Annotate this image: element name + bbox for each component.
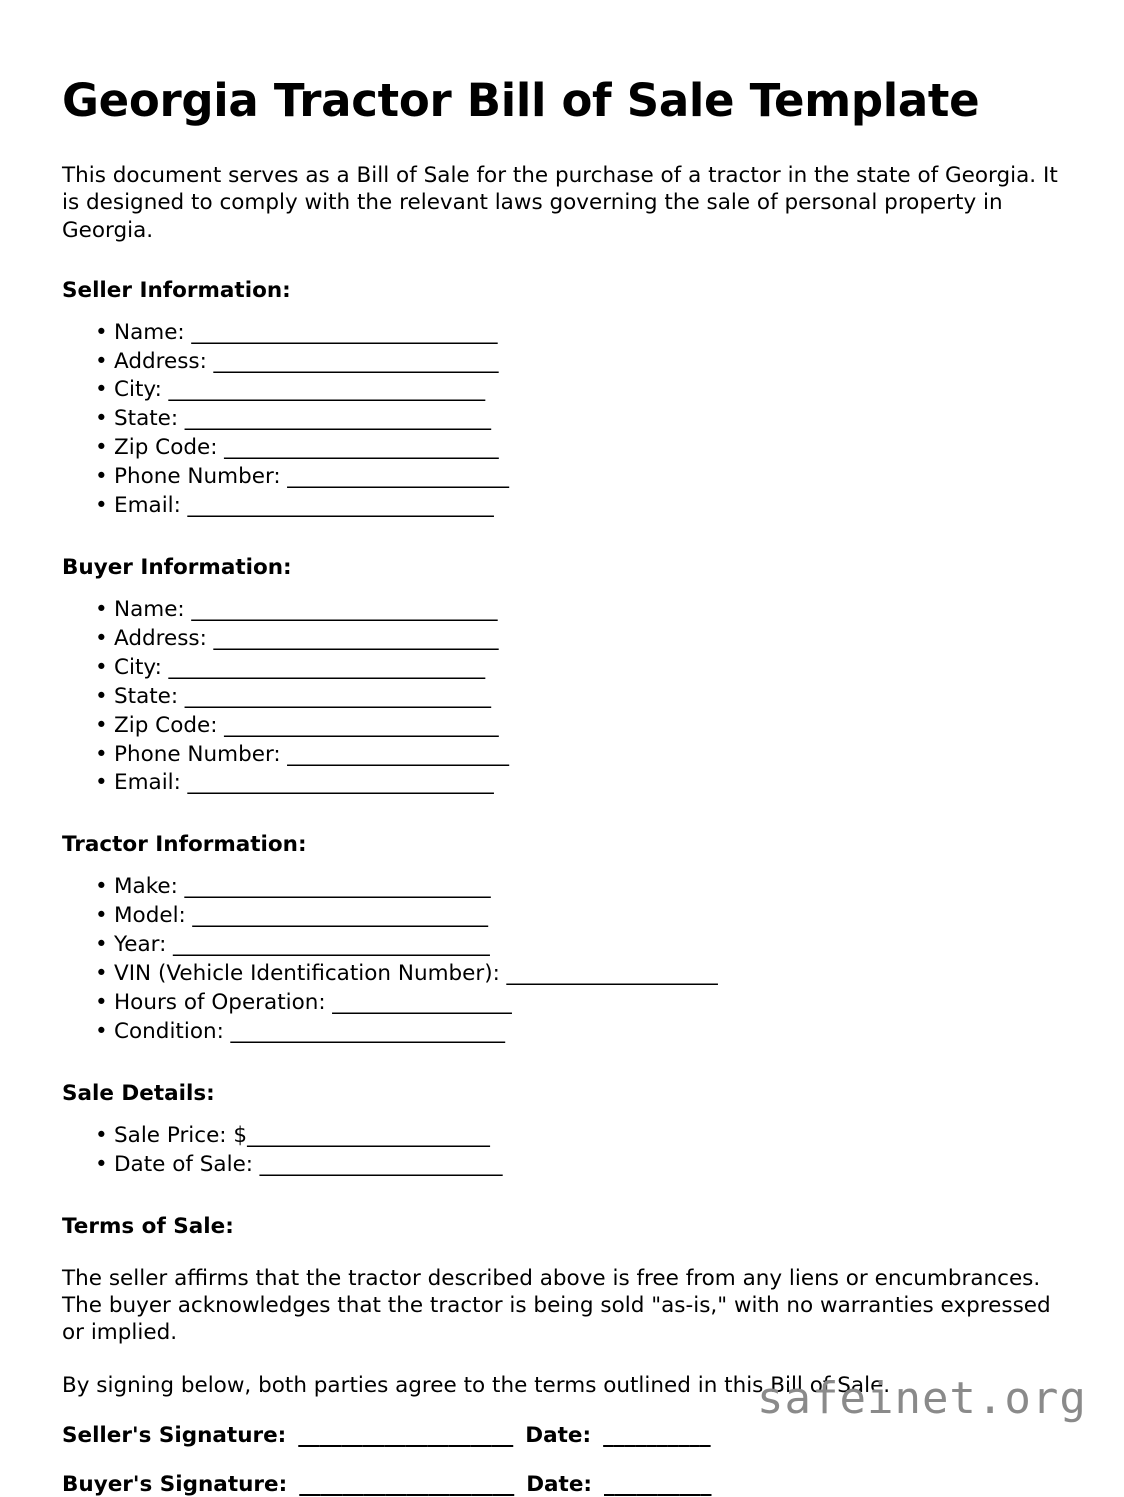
- field-seller-name[interactable]: [62, 319, 1064, 348]
- field-blank[interactable]: _____________________________: [184, 319, 498, 345]
- field-label: City:: [114, 377, 162, 403]
- section-heading-terms-of-sale: Terms of Sale:: [62, 1213, 234, 1239]
- field-tractor-make[interactable]: [62, 873, 1064, 902]
- section-heading-sale-details: Sale Details:: [62, 1080, 215, 1106]
- field-blank[interactable]: ______________________________: [166, 932, 490, 958]
- buyer-date-label: Date:: [526, 1471, 592, 1497]
- seller-fields-list: [62, 319, 1064, 521]
- field-blank[interactable]: _____________________________: [178, 683, 491, 709]
- field-label: Year:: [114, 932, 167, 958]
- field-blank[interactable]: _______________________: [247, 1122, 490, 1148]
- field-blank[interactable]: ___________________________: [206, 625, 499, 651]
- section-heading-seller: Seller Information:: [62, 277, 291, 303]
- field-label: State:: [114, 683, 179, 709]
- field-buyer-email[interactable]: [62, 769, 1064, 798]
- field-label: Name:: [114, 319, 185, 345]
- seller-date-blank[interactable]: __________: [603, 1422, 711, 1448]
- field-label: Zip Code:: [114, 712, 218, 738]
- field-seller-zip-code[interactable]: [62, 434, 1064, 463]
- field-label: Make:: [114, 874, 178, 900]
- field-blank[interactable]: _____________________________: [180, 770, 494, 796]
- field-label: State:: [114, 406, 179, 432]
- sale-details-fields-list: [62, 1122, 1064, 1180]
- field-date-of-sale[interactable]: [62, 1151, 1064, 1180]
- field-tractor-vin[interactable]: [62, 960, 1064, 989]
- field-blank[interactable]: ______________________________: [161, 654, 485, 680]
- field-blank[interactable]: _____________________: [280, 741, 509, 767]
- field-label: Date of Sale:: [114, 1151, 254, 1177]
- tractor-fields-list: [62, 873, 1064, 1046]
- field-blank[interactable]: _____________________: [280, 464, 509, 490]
- section-heading-buyer: Buyer Information:: [62, 554, 292, 580]
- terms-paragraph-2: By signing below, both parties agree to the terms outlined in this Bill of Sale.: [62, 1372, 891, 1398]
- field-buyer-address[interactable]: [62, 625, 1064, 654]
- field-tractor-year[interactable]: [62, 931, 1064, 960]
- seller-signature-blank[interactable]: ____________________: [298, 1422, 514, 1448]
- field-label: Hours of Operation:: [114, 989, 326, 1015]
- field-tractor-condition[interactable]: [62, 1018, 1064, 1047]
- intro-paragraph: This document serves as a Bill of Sale for the purchase of a tractor in the state of Georgia. It is designed to comply with the relevant laws governing the sale of personal property in Georgia.: [62, 163, 1058, 243]
- page-title: Georgia Tractor Bill of Sale Template: [62, 74, 980, 127]
- field-label: Address:: [114, 625, 207, 651]
- field-label: Condition:: [114, 1018, 224, 1044]
- field-buyer-name[interactable]: [62, 596, 1064, 625]
- field-blank[interactable]: ____________________: [499, 961, 718, 987]
- field-label: City:: [114, 654, 162, 680]
- field-blank[interactable]: __________________________: [217, 435, 499, 461]
- field-seller-city[interactable]: [62, 376, 1064, 405]
- site-watermark: safeinet.org: [757, 1373, 1087, 1424]
- buyer-signature-row: [62, 1472, 1064, 1497]
- buyer-signature-label: Buyer's Signature:: [62, 1471, 288, 1497]
- field-label: Sale Price: $: [114, 1122, 248, 1148]
- field-buyer-zip-code[interactable]: [62, 712, 1064, 741]
- field-blank[interactable]: __________________________: [217, 712, 499, 738]
- field-blank[interactable]: ___________________________: [206, 348, 499, 374]
- field-tractor-hours-of-operation[interactable]: [62, 989, 1064, 1018]
- field-label: Phone Number:: [114, 464, 281, 490]
- field-buyer-city[interactable]: [62, 654, 1064, 683]
- field-blank[interactable]: _______________________: [253, 1151, 503, 1177]
- field-blank[interactable]: ____________________________: [185, 903, 488, 929]
- buyer-date-blank[interactable]: __________: [604, 1471, 712, 1497]
- buyer-fields-list: [62, 596, 1064, 798]
- field-label: Model:: [114, 903, 186, 929]
- field-blank[interactable]: _____________________________: [178, 406, 491, 432]
- field-seller-address[interactable]: [62, 348, 1064, 377]
- field-tractor-model[interactable]: [62, 902, 1064, 931]
- field-blank[interactable]: _____________________________: [177, 874, 491, 900]
- field-seller-phone-number[interactable]: [62, 463, 1064, 492]
- field-blank[interactable]: _____________________________: [180, 493, 494, 519]
- field-label: Address:: [114, 348, 207, 374]
- field-label: Phone Number:: [114, 741, 281, 767]
- field-seller-state[interactable]: [62, 405, 1064, 434]
- field-buyer-state[interactable]: [62, 683, 1064, 712]
- seller-signature-row: [62, 1423, 1064, 1448]
- field-sale-price[interactable]: [62, 1122, 1064, 1151]
- field-blank[interactable]: _________________: [325, 989, 512, 1015]
- field-buyer-phone-number[interactable]: [62, 741, 1064, 770]
- field-label: Name:: [114, 596, 185, 622]
- field-blank[interactable]: ______________________________: [161, 377, 485, 403]
- field-label: Email:: [114, 493, 181, 519]
- field-blank[interactable]: __________________________: [223, 1018, 505, 1044]
- section-heading-tractor: Tractor Information:: [62, 832, 307, 858]
- seller-date-label: Date:: [525, 1422, 592, 1448]
- terms-paragraph-1: The seller affirms that the tractor described above is free from any liens or encumbrances. The buyer acknowledges that the tractor is being sold "as-is," with no warranties expressed or implied.: [62, 1265, 1051, 1345]
- field-seller-email[interactable]: [62, 492, 1064, 521]
- field-blank[interactable]: _____________________________: [184, 596, 498, 622]
- field-label: VIN (Vehicle Identification Number):: [114, 961, 500, 987]
- seller-signature-label: Seller's Signature:: [62, 1422, 287, 1448]
- field-label: Zip Code:: [114, 435, 218, 461]
- buyer-signature-blank[interactable]: ____________________: [299, 1471, 515, 1497]
- field-label: Email:: [114, 770, 181, 796]
